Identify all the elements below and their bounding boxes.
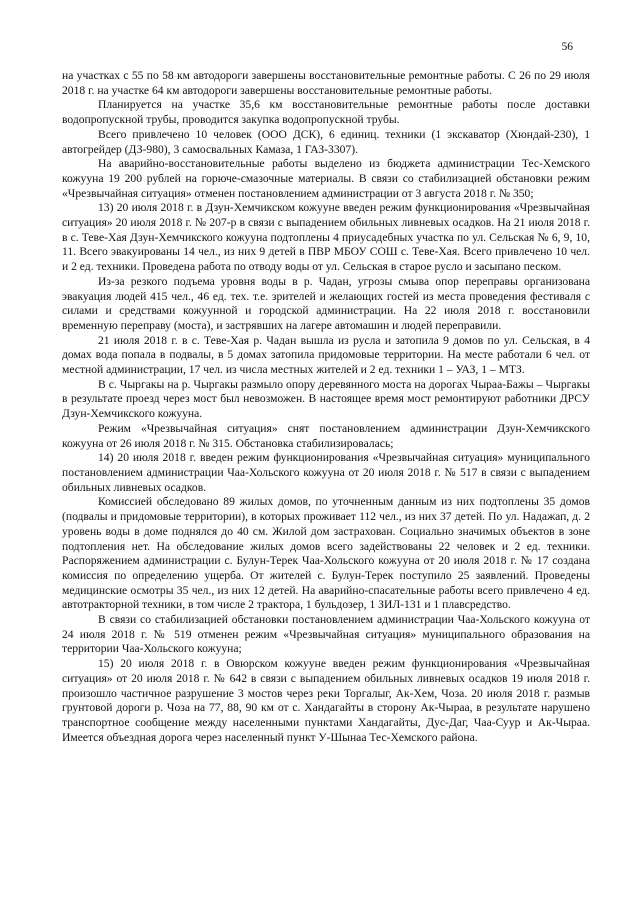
paragraph: В связи со стабилизацией обстановки постановлением администрации Чаа-Хольского кожууна от 24 июля 2018 г. № 519 отменен режим «Чрезвычайная ситуация» муниципального образования на территории Чаа-Хольского кожууна; (62, 613, 590, 656)
paragraph: 21 июля 2018 г. в с. Теве-Хая р. Чадан вышла из русла и затопила 9 домов по ул. Сельская, в 4 домах вода попала в подвалы, в 5 домах затопила придомовые территории. На месте работали 6 чел. от местной администрации, 17 чел. из числа местных жителей и 2 ед. техники 1 – УАЗ, 1 – МТЗ. (62, 333, 590, 377)
document-body (62, 69, 590, 745)
page-number: 56 (561, 41, 573, 53)
paragraph: 15) 20 июля 2018 г. в Овюрском кожууне введен режим функционирования «Чрезвычайная ситуация» от 20 июля 2018 г. № 642 в связи с выпадением обильных ливневых осадков 19 июля 2018 г. произошло частичное разрушение 3 мостов через реки Торгалыг, Ак-Хем, Чоза. 20 июля 2018 г. размыв грунтовой дороги р. Чоза на 77, 88, 90 км от с. Хандагайты в сторону Ак-Чыраа, в результате нарушено транспортное сообщение между населенными пунктами Хандагайты, Дус-Даг, Чаа-Суур и Ак-Чыраа. Имеется объездная дорога через населенный пункт У-Шынаа Тес-Хемского района. (62, 657, 590, 744)
paragraph: В с. Чыргакы на р. Чыргакы размыло опору деревянного моста на дорогах Чыраа-Бажы – Чыргакы в результате проезд через мост был невозможен. В настоящее время мост ремонтируют работники ДРСУ Дзун-Хемчикского кожууна. (62, 377, 590, 421)
paragraph: Планируется на участке 35,6 км восстановительные ремонтные работы после доставки водопропускной трубы, проводится закупка водопропускной трубы. (62, 98, 590, 127)
paragraph: 13) 20 июля 2018 г. в Дзун-Хемчикском кожууне введен режим функционирования «Чрезвычайная ситуация» 20 июля 2018 г. № 207-р в связи с выпадением обильных ливневых осадков. На 21 июля 2018 г. в с. Теве-Хая Дзун-Хемчикского кожууна подтоплены 4 приусадебных участка по ул. Сельская № 6, 9, 10, 11. Всего эвакуированы 14 чел., из них 9 детей в ПВР МБОУ СОШ с. Теве-Хая. Всего привлечено 10 чел. и 2 ед. техники. Проведена работа по отводу воды от ул. Сельская в старое русло и засыпано песком. (62, 201, 590, 274)
paragraph: Из-за резкого подъема уровня воды в р. Чадан, угрозы смыва опор переправы организована эвакуация людей 415 чел., 46 ед. тех. т.е. зрителей и желающих гостей из места проведения фестиваля с силами и средствами кожуунной и городской администрации. На 22 июля 2018 г. восстановили временную переправу (моста), и застрявших на лагере автомашин и людей переправили. (62, 274, 590, 332)
paragraph: На аварийно-восстановительные работы выделено из бюджета администрации Тес-Хемского кожууна 19 200 рублей на горюче-смазочные материалы. В связи со стабилизацией обстановки режим «Чрезвычайная ситуация» отменен постановлением администрации от 3 августа 2018 г. № 350; (62, 157, 590, 200)
paragraph: Всего привлечено 10 человек (ООО ДСК), 6 единиц. техники (1 экскаватор (Хюндай-230), 1 автогрейдер (ДЗ-980), 3 самосвальных Камаза, 1 ГАЗ-3307). (62, 127, 590, 156)
paragraph: 14) 20 июля 2018 г. введен режим функционирования «Чрезвычайная ситуация» муниципального постановлением администрации Чаа-Хольского кожууна от 20 июля 2018 г. № 517 в связи с выпадением обильных ливневых осадков. (62, 451, 590, 494)
paragraph: Комиссией обследовано 89 жилых домов, по уточненным данным из них подтоплены 35 домов (подвалы и придомовые территории), в которых проживает 112 чел., из них 37 детей. По ул. Надажап, д. 2 уровень воды в доме поднялся до 40 см. Жилой дом застрахован. Социально значимых объектов в зоне подтопления нет. На обследование жилых домов всего задействованы 22 человек и 2 ед. техники. Распоряжением администрации с. Булун-Терек Чаа-Хольского кожууна от 20 июля 2018 г. № 17 создана комиссия по определению ущерба. От жителей с. Булун-Терек поступило 25 заявлений. Проведены медицинские осмотры 35 чел., из них 12 детей. На аварийно-спасательные работы всего привлечено 4 ед. автотракторной техники, в том числе 2 трактора, 1 бульдозер, 1 ЗИЛ-131 и 1 плавсредство. (62, 495, 590, 612)
paragraph: на участках с 55 по 58 км автодороги завершены восстановительные ремонтные работы. С 26 по 29 июля 2018 г. на участке 64 км автодороги завершены восстановительные ремонтные работы. (62, 69, 590, 97)
paragraph: Режим «Чрезвычайная ситуация» снят постановлением администрации Дзун-Хемчикского кожууна от 26 июля 2018 г. № 315. Обстановка стабилизировалась; (62, 421, 590, 450)
